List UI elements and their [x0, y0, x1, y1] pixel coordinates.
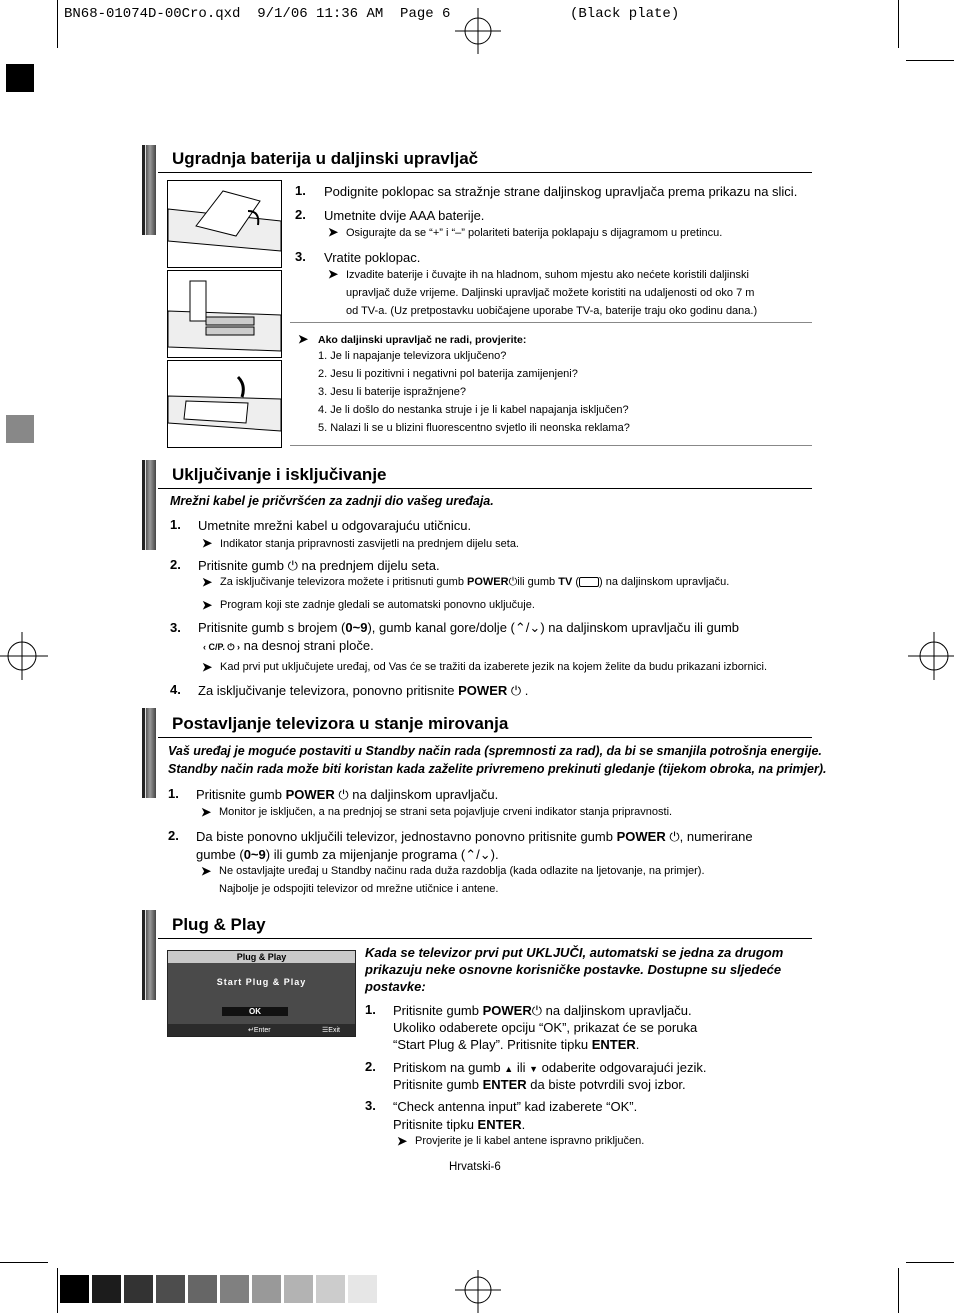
step-text-part: Pritiskom na gumb: [393, 1060, 501, 1075]
section-intro: prikazuju neke osnovne korisničke postavke. Dostupne su sljedeće: [365, 962, 782, 977]
gray-swatch: [284, 1275, 313, 1303]
note-arrow-icon: ➤: [397, 1134, 408, 1148]
tv-button-icon: [579, 577, 599, 587]
crop-mark: [906, 1262, 954, 1263]
step-number: 3.: [295, 249, 306, 264]
up-arrow-icon: ▲: [504, 1064, 514, 1074]
crop-mark: [906, 60, 954, 61]
section-intro: Kada se televizor prvi put UKLJUČI, automatski se jedna za drugom: [365, 945, 784, 960]
gray-swatch: [92, 1275, 121, 1303]
step-text: Ukoliko odaberete opciju “OK”, prikazat će se poruka: [393, 1020, 698, 1035]
section-intro: Vaš uređaj je moguće postaviti u Standby način rada (spremnosti za rad), da bi se smanjila potrošnja energije.: [168, 744, 822, 758]
note-text: Najbolje je odspojiti televizor od mrežne utičnice i antene.: [219, 883, 499, 895]
step-text-part: Pritisnite gumb: [393, 1003, 479, 1018]
channel-up-icon: ⌃: [465, 847, 477, 862]
remote-figure-close-cover: [167, 360, 282, 448]
step-text-part: “Start Plug & Play”. Pritisnite tipku: [393, 1037, 589, 1052]
step-text: [393, 1076, 686, 1093]
note-arrow-icon: ➤: [202, 660, 213, 674]
checklist-item: 3. Jesu li baterije ispražnjene?: [318, 386, 466, 398]
step-number: 1.: [168, 786, 179, 801]
checklist-item: 4. Je li došlo do nestanka struje i je li kabel napajanja isključen?: [318, 404, 629, 416]
down-arrow-icon: ▼: [529, 1064, 539, 1074]
step-text-part: Pritisnite gumb: [393, 1077, 479, 1092]
note-text: Izvadite baterije i čuvajte ih na hladnom, suhom mjestu ako nećete koristili daljinski: [346, 269, 749, 281]
step-text: Pritisnite tipku ENTER.: [393, 1117, 526, 1132]
gray-swatch: [188, 1275, 217, 1303]
step-text: gumbe (0~9) ili gumb za mijenjanje programa (⌃/⌄).: [196, 847, 499, 862]
step-text-part: ) na daljinskom upravljaču ili gumb: [540, 620, 740, 635]
crop-mark: [0, 1262, 48, 1263]
note-text: upravljač duže vrijeme. Daljinski upravljač možete koristiti na udaljenosti od oko 7 m: [346, 287, 755, 299]
note-text: Monitor je isključen, a na prednjoj se strani seta pojavljuje crveni indikator stanja pripravnosti.: [219, 806, 673, 818]
section-intro: postavke:: [365, 979, 426, 994]
step-number: 2.: [170, 557, 181, 572]
checklist-heading: Ako daljinski upravljač ne radi, provjerite:: [318, 334, 527, 346]
power-label: POWER: [458, 683, 508, 698]
note-arrow-icon: ➤: [201, 805, 212, 819]
section-title-power: Uključivanje i isključivanje: [172, 465, 387, 484]
note-arrow-icon: ➤: [298, 332, 309, 346]
power-icon: ⏻: [531, 1003, 543, 1018]
channel-down-icon: ⌄: [479, 847, 491, 862]
step-number: 2.: [295, 207, 306, 222]
note-text: Provjerite je li kabel antene ispravno priključen.: [415, 1135, 645, 1147]
step-text-part: ili: [516, 1060, 526, 1075]
step-text-part: Za isključivanje televizora, ponovno pritisnite: [198, 683, 455, 698]
step-text: [196, 786, 498, 803]
osd-message: Start Plug & Play: [216, 977, 307, 987]
step-text-part: gumbe (: [196, 847, 244, 862]
step-text-part: na desnoj strani ploče.: [243, 638, 374, 653]
note-text: Osigurajte da se “+” i “–” polariteti baterija poklapaju s dijagramom u pretincu.: [346, 227, 723, 239]
section-rule: [158, 172, 812, 173]
checklist-item: 2. Jesu li pozitivni i negativni pol baterija zamijenjeni?: [318, 368, 578, 380]
note-arrow-icon: ➤: [202, 575, 213, 589]
step-text-part: ), gumb kanal gore/dolje (: [367, 620, 515, 635]
enter-label: ENTER: [477, 1117, 522, 1132]
note-text-part: ) na daljinskom upravljaču.: [599, 576, 730, 588]
step-text-part: da biste potvrdili svoj izbor.: [530, 1077, 686, 1092]
step-number: 2.: [168, 828, 179, 843]
power-label: POWER: [467, 576, 509, 588]
gray-swatch: [252, 1275, 281, 1303]
step-text-part: na daljinskom upravljaču.: [545, 1003, 692, 1018]
section-intro: Standby način rada može biti koristan kada zaželite privremeno prekinuti gledanje (tijekom obroka, na primjer).: [168, 762, 827, 776]
registration-mark-bottom: [455, 1270, 501, 1313]
checklist-item: 1. Je li napajanje televizora uključeno?: [318, 350, 507, 362]
section-rule: [158, 938, 812, 939]
divider: [290, 322, 812, 323]
registration-mark-left: [0, 632, 48, 680]
step-text: Umetnite dvije AAA baterije.: [324, 208, 485, 223]
step-text: Umetnite mrežni kabel u odgovarajuću utičnicu.: [198, 518, 472, 533]
step-text: [393, 1002, 692, 1019]
plug-play-osd-screen: [167, 950, 356, 1037]
power-icon: ⏻: [510, 683, 522, 698]
section-bar: [142, 145, 156, 235]
crop-mark: [57, 0, 58, 48]
step-text: [203, 637, 374, 656]
note-text-part: ili gumb: [517, 576, 556, 588]
step-number: 1.: [365, 1002, 376, 1017]
channel-down-icon: ⌄: [529, 620, 541, 635]
crop-mark: [898, 0, 899, 48]
note-text: Program koji ste zadnje gledali se automatski ponovno uključuje.: [220, 599, 535, 611]
power-label: POWER: [616, 829, 666, 844]
step-text: Pritisnite gumb s brojem (0~9), gumb kanal gore/dolje (⌃/⌄) na daljinskom upravljaču ili gumb: [198, 620, 740, 635]
gray-swatch: [156, 1275, 185, 1303]
osd-footer: [168, 1024, 355, 1036]
step-text-part: , numerirane: [679, 829, 753, 844]
step-number: 3.: [365, 1098, 376, 1113]
note-text: Kad prvi put uključujete uređaj, od Vas će se tražiti da izaberete jezik na kojem želite da budu prikazani izbornici.: [220, 661, 768, 673]
page-footer: Hrvatski-6: [449, 1161, 501, 1173]
section-rule: [158, 488, 812, 489]
range-label: 0~9: [243, 847, 266, 862]
note-arrow-icon: ➤: [201, 864, 212, 878]
step-text-part: na prednjem dijelu seta.: [301, 558, 440, 573]
step-number: 4.: [170, 682, 181, 697]
step-text-part: odaberite odgovarajući jezik.: [541, 1060, 707, 1075]
side-gray-square: [6, 415, 34, 443]
step-text: “Check antenna input” kad izaberete “OK”.: [393, 1099, 638, 1114]
note-text: od TV-a. (Uz pretpostavku uobičajene uporabe TV-a, baterije traju oko godinu dana.): [346, 305, 758, 317]
crop-mark: [57, 1268, 58, 1313]
gray-swatch: [316, 1275, 345, 1303]
step-text-part: Pritisnite tipku: [393, 1117, 474, 1132]
note-arrow-icon: ➤: [328, 267, 339, 281]
power-label: POWER: [482, 1003, 532, 1018]
note-text: Ne ostavljajte uređaj u Standby načinu rada duža razdoblja (kada odlazite na ljetovanje, na primjer).: [219, 865, 705, 877]
step-text: [198, 557, 440, 574]
section-intro: Mrežni kabel je pričvršćen za zadnji dio vašeg uređaja.: [170, 494, 494, 508]
note-text: Indikator stanja pripravnosti zasvijetli na prednjem dijelu seta.: [220, 538, 519, 550]
note-arrow-icon: ➤: [328, 225, 339, 239]
section-title-plug-play: Plug & Play: [172, 915, 266, 934]
step-text-part: Pritisnite gumb s brojem (: [198, 620, 346, 635]
exit-icon: ☰Exit: [322, 1027, 340, 1034]
step-text-part: Da biste ponovno uključili televizor, jednostavno ponovno pritisnite gumb: [196, 829, 613, 844]
section-bar: [142, 460, 156, 550]
step-number: 1.: [170, 517, 181, 532]
section-rule: [158, 737, 812, 738]
step-text: “Start Plug & Play”. Pritisnite tipku ENTER.: [393, 1037, 640, 1052]
section-bar: [142, 910, 156, 1000]
power-label: POWER: [285, 787, 335, 802]
note-text-part: Za isključivanje televizora možete i pritisnuti gumb: [220, 576, 464, 588]
plate-label: (Black plate): [570, 6, 680, 22]
step-text-part: ) ili gumb za mijenjanje programa (: [265, 847, 466, 862]
step-number: 1.: [295, 183, 306, 198]
step-text-part: Pritisnite gumb: [198, 558, 284, 573]
enter-icon: ↵Enter: [248, 1027, 271, 1034]
section-title-standby: Postavljanje televizora u stanje mirovanja: [172, 714, 509, 733]
step-text: Podignite poklopac sa stražnje strane daljinskog upravljača prema prikazu na slici.: [324, 184, 798, 199]
power-icon: ⏻: [508, 576, 518, 588]
crop-mark: [898, 1268, 899, 1313]
osd-header: Plug & Play: [168, 951, 355, 963]
registration-mark-top: [455, 8, 501, 54]
power-icon: ⏻: [669, 829, 680, 844]
step-text: [196, 828, 753, 845]
power-icon: ⏻: [338, 787, 349, 802]
channel-up-icon: ⌃: [514, 620, 526, 635]
divider: [290, 445, 812, 446]
step-text-part: Pritisnite gumb: [196, 787, 282, 802]
step-text-part: na daljinskom upravljaču.: [352, 787, 499, 802]
step-text: Vratite poklopac.: [324, 250, 421, 265]
gray-swatch: [348, 1275, 377, 1303]
checklist-item: 5. Nalazi li se u blizini fluorescentno svjetlo ili neonska reklama?: [318, 422, 630, 434]
section-title-batteries: Ugradnja baterija u daljinski upravljač: [172, 149, 479, 168]
power-icon: ⏻: [287, 558, 298, 573]
gray-swatch: [220, 1275, 249, 1303]
section-bar: [142, 708, 156, 798]
registration-mark-right: [908, 632, 954, 680]
note-arrow-icon: ➤: [202, 598, 213, 612]
cp-button-icon: ‹ C/P. ⏻ ›: [203, 642, 240, 652]
tv-label: TV: [558, 576, 573, 588]
gray-swatch: [124, 1275, 153, 1303]
slug-line: BN68-01074D-00Cro.qxd 9/1/06 11:36 AM Page 6: [64, 6, 451, 22]
step-text: Za isključivanje televizora, ponovno pritisnite POWER ⏻ .: [198, 683, 529, 698]
note-text: Za isključivanje televizora možete i pritisnuti gumb POWER⏻ili gumb TV ( ) na daljinskom upravljaču.: [220, 576, 730, 588]
step-number: 3.: [170, 620, 181, 635]
gray-swatch: [60, 1275, 89, 1303]
remote-figure-insert-batteries: [167, 270, 282, 358]
osd-ok-button: OK: [222, 1007, 288, 1016]
range-label: 0~9: [345, 620, 368, 635]
enter-label: ENTER: [482, 1077, 527, 1092]
remote-figure-open-cover: [167, 180, 282, 268]
step-number: 2.: [365, 1059, 376, 1074]
note-arrow-icon: ➤: [202, 536, 213, 550]
corner-black-square: [6, 64, 34, 92]
enter-label: ENTER: [591, 1037, 636, 1052]
